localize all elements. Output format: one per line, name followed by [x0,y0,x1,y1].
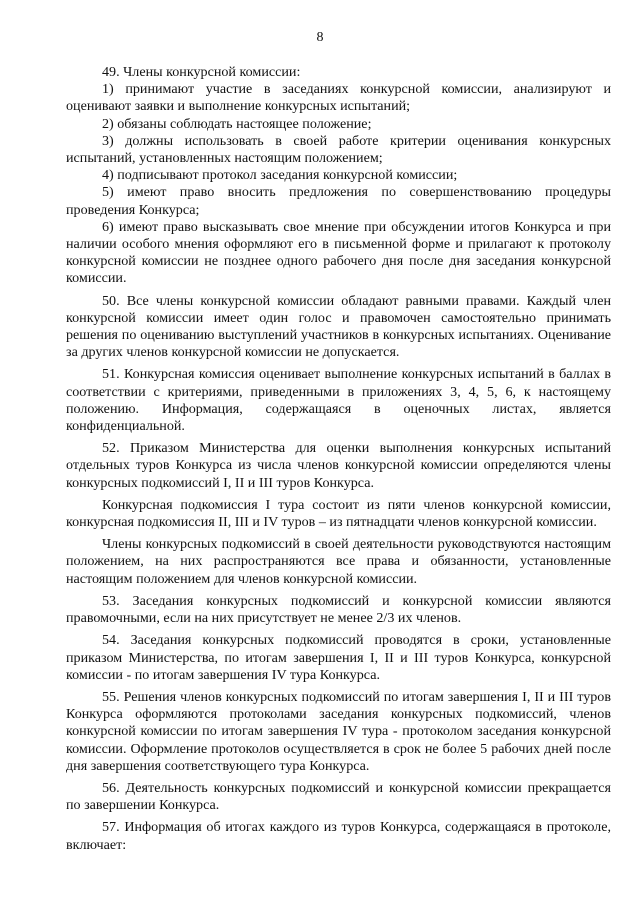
paragraph: 3) должны использовать в своей работе критерии оценивания конкурсных испытаний, установленных настоящим положением; [66,132,611,167]
paragraph: 5) имеют право вносить предложения по совершенствованию процедуры проведения Конкурса; [66,184,611,218]
paragraph: 50. Все члены конкурсной комиссии обладают равными правами. Каждый член конкурсной комиссии имеет один голос и правомочен самостоятельно принимать решения по оцениванию выступлений участников в конкурсных испытаниях. Оценивание за других членов конкурсной комиссии не допускается. [66,292,611,361]
document-body [66,64,611,854]
paragraph: 49. Члены конкурсной комиссии: [102,64,301,80]
paragraph: 57. Информация об итогах каждого из туров Конкурса, содержащаяся в протоколе, включает: [66,819,611,853]
paragraph: 53. Заседания конкурсных подкомиссий и конкурсной комиссии являются правомочными, если на них присутствует не менее 2/3 их членов. [66,592,611,627]
paragraph: 1) принимают участие в заседаниях конкурсной комиссии, анализируют и оценивают заявки и выполнение конкурсных испытаний; [66,81,611,115]
paragraph: 6) имеют право высказывать свое мнение при обсуждении итогов Конкурса и при наличии особого мнения оформляют его в письменной форме и прилагают к протоколу конкурсной комиссии не позднее одного рабочего дня после дня заседания конкурсной комиссии. [66,218,611,287]
paragraph: Конкурсная подкомиссия I тура состоит из пяти членов конкурсной комиссии, конкурсная подкомиссия II, III и IV туров – из пятнадцати членов конкурсной комиссии. [66,496,611,531]
paragraph: 54. Заседания конкурсных подкомиссий проводятся в сроки, установленные приказом Министерства, по итогам завершения I, II и III туров Конкурса, конкурсной комиссии - по итогам завершения IV тура Конкурса. [66,632,611,683]
paragraph: 4) подписывают протокол заседания конкурсной комиссии; [102,167,458,184]
paragraph: 2) обязаны соблюдать настоящее положение; [102,115,372,132]
page-number: 8 [316,30,324,45]
paragraph: 55. Решения членов конкурсных подкомиссий по итогам завершения I, II и III туров Конкурса оформляются протоколами заседания конкурсных подкомиссий, членов конкурсной комиссии по итогам завершения IV тура - протоколом заседания конкурсной комиссии. Оформление протоколов осуществляется в срок не более 5 рабочих дней после дня завершения соответствующего тура Конкурса. [66,688,611,774]
paragraph: 51. Конкурсная комиссия оценивает выполнение конкурсных испытаний в баллах в соответствии с критериями, приведенными в приложениях 3, 4, 5, 6, к настоящему положению. Информация, содержащаяся в оценочных листах, является конфиденциальной. [66,366,611,435]
paragraph: 52. Приказом Министерства для оценки выполнения конкурсных испытаний отдельных туров Конкурса из числа членов конкурсной комиссии определяются члены конкурсных подкомиссий I, II и III туров Конкурса. [66,440,611,491]
paragraph: Члены конкурсных подкомиссий в своей деятельности руководствуются настоящим положением, на них распространяются все права и обязанности, установленные настоящим положением для членов конкурсной комиссии. [66,536,611,587]
paragraph: 56. Деятельность конкурсных подкомиссий и конкурсной комиссии прекращается по завершении Конкурса. [66,779,611,814]
